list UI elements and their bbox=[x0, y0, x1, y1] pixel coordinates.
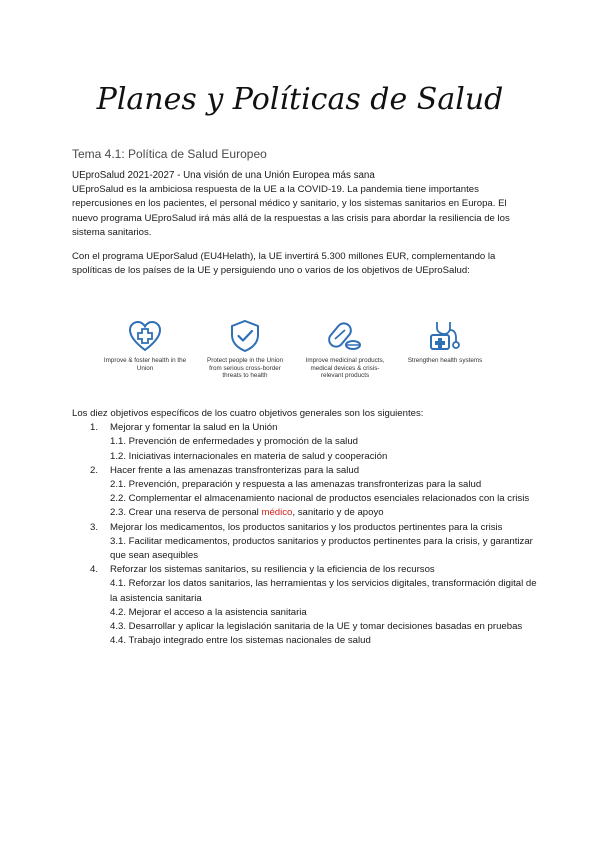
sub-item: 1.2. Iniciativas internacionales en materia de salud y cooperación bbox=[110, 450, 388, 462]
section-subtitle: Tema 4.1: Política de Salud Europeo bbox=[72, 147, 267, 161]
item-label: Reforzar los sistemas sanitarios, su resiliencia y la eficiencia de los recursos bbox=[110, 564, 435, 576]
shield-check-icon bbox=[227, 318, 263, 354]
intro-heading: UEproSalud 2021-2027 - Una visión de una Unión Europea más sana bbox=[72, 170, 375, 181]
intro-paragraph-1: UEproSalud es la ambiciosa respuesta de la UE a la COVID-19. La pandemia tiene importantes repercusiones en los pacientes, el personal médico y sanitario, y los sistemas sanitarios en Europa. El nuevo programa UEproSalud irá más allá de la respuestas a las crisis para abordar la resiliencia de los sistema sanitarios. bbox=[72, 184, 510, 238]
sub-item: 2.2. Complementar el almacenamiento nacional de productos esenciales relacionados con la crisis bbox=[110, 493, 530, 505]
stethoscope-kit-icon bbox=[427, 318, 463, 354]
objectives-icons bbox=[100, 318, 500, 388]
page-title: Planes y Políticas de Salud bbox=[96, 82, 504, 117]
icon-caption: Improve medicinal products, medical devices & crisis-relevant products bbox=[305, 357, 385, 379]
icon-item-systems bbox=[400, 318, 490, 365]
sub-item: 4.3. Desarrollar y aplicar la legislación sanitaria de la UE y tomar decisiones basadas en pruebas bbox=[110, 621, 523, 633]
pills-icon bbox=[327, 318, 363, 354]
intro-block bbox=[72, 169, 532, 240]
sub-item: 2.1. Prevención, preparación y respuesta a las amenazas transfronterizas para la salud bbox=[110, 479, 482, 491]
objectives-list bbox=[72, 407, 542, 648]
icon-item-protect bbox=[200, 318, 290, 380]
icon-item-health bbox=[100, 318, 190, 372]
sub-item: 4.2. Mejorar el acceso a la asistencia sanitaria bbox=[110, 606, 307, 618]
list-item bbox=[72, 421, 542, 435]
intro-paragraph-2: Con el programa UEporSalud (EU4Helath), la UE invertirá 5.300 millones EUR, complementando la spolíticas de los países de la UE y persiguiendo uno o varios de los objetivos de UEproSalud: bbox=[72, 251, 496, 277]
item-number: 1. bbox=[90, 422, 99, 434]
icon-caption: Improve & foster health in the Union bbox=[103, 357, 187, 372]
reserve-highlight: médico bbox=[261, 507, 293, 519]
item-label: Mejorar los medicamentos, los productos sanitarios y los productos pertinentes para la crisis bbox=[110, 521, 503, 533]
objectives-intro: Los diez objetivos específicos de los cuatro objetivos generales son los siguientes: bbox=[72, 408, 424, 419]
item-number: 4. bbox=[90, 564, 99, 576]
sub-item: 1.1. Prevención de enfermedades y promoción de la salud bbox=[110, 436, 358, 448]
sub-item: 3.1. Facilitar medicamentos, productos sanitarios y productos pertinentes para la crisis, y garantizar que sean asequibles bbox=[110, 535, 533, 562]
list-item bbox=[72, 521, 542, 535]
reserve-prefix: 2.3. Crear una reserva de personal bbox=[110, 507, 262, 519]
list-item bbox=[72, 464, 542, 478]
icon-caption: Protect people in the Union from serious cross-border threats to health bbox=[207, 357, 283, 379]
item-number: 3. bbox=[90, 521, 99, 533]
item-label: Mejorar y fomentar la salud en la Unión bbox=[110, 422, 278, 434]
icon-caption: Strengthen health systems bbox=[407, 357, 483, 364]
item-label: Hacer frente a las amenazas transfronterizas para la salud bbox=[110, 464, 360, 476]
item-number: 2. bbox=[90, 464, 99, 476]
reserve-suffix: , sanitario y de apoyo bbox=[292, 507, 384, 519]
sub-item: 4.4. Trabajo integrado entre los sistemas nacionales de salud bbox=[110, 635, 371, 647]
sub-item: 4.1. Reforzar los datos sanitarios, las herramientas y los servicios digitales, transformación digital de la asistencia sanitaria bbox=[110, 578, 537, 604]
sub-item-reserve bbox=[72, 506, 542, 520]
icon-item-medicinal bbox=[300, 318, 390, 380]
list-item bbox=[72, 563, 542, 577]
heart-cross-icon bbox=[127, 318, 163, 354]
